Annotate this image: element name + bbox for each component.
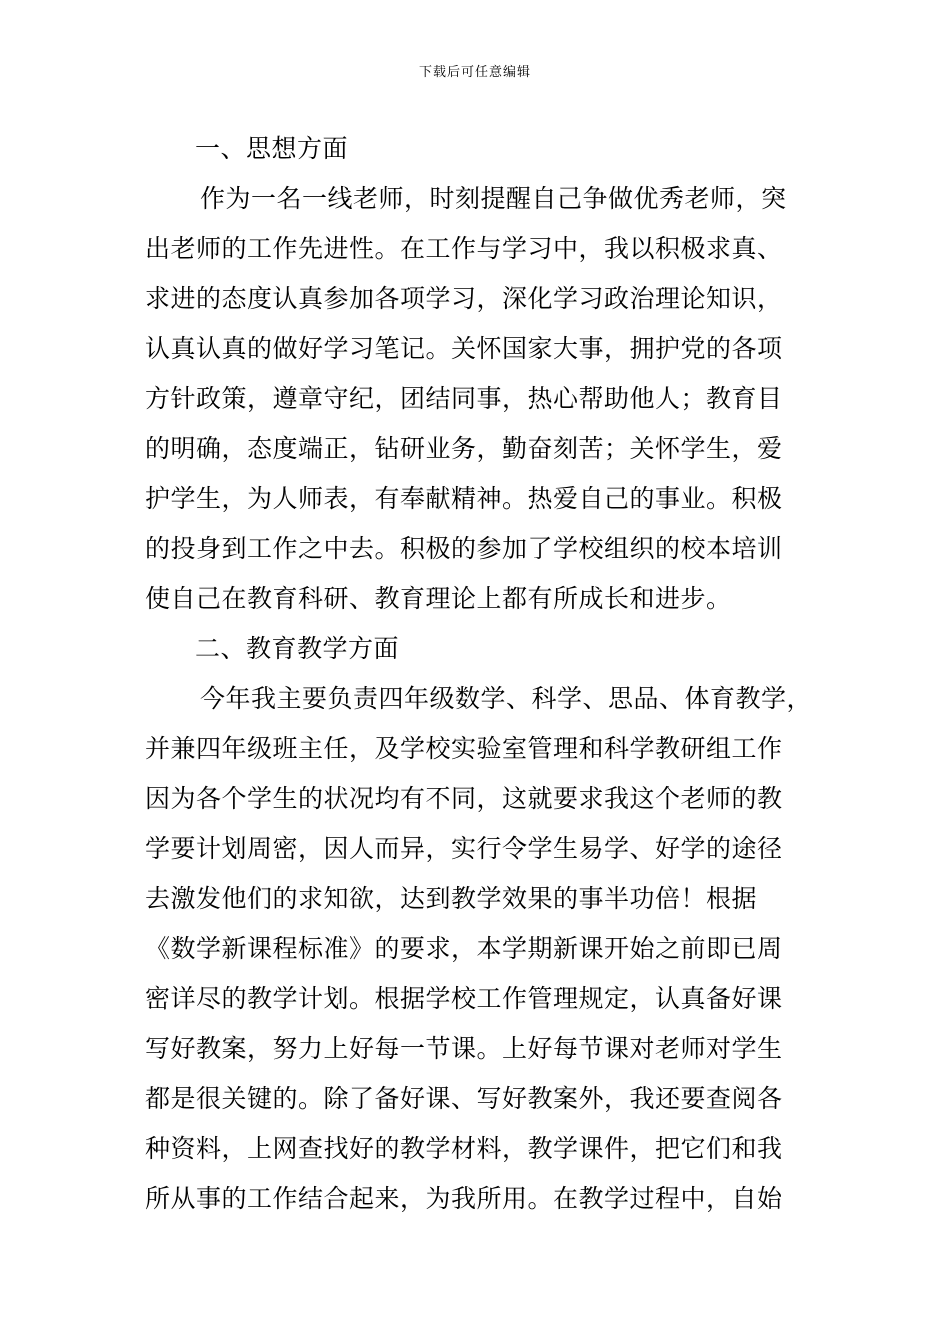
- paragraph-line: 学要计划周密，因人而异，实行令学生易学、好学的途径: [145, 834, 783, 863]
- paragraph-line: 的投身到工作之中去。积极的参加了学校组织的校本培训: [145, 534, 783, 563]
- paragraph-line: 使自己在教育科研、教育理论上都有所成长和进步。: [145, 584, 732, 613]
- paragraph-line: 都是很关键的。除了备好课、写好教案外，我还要查阅各: [145, 1084, 783, 1113]
- section-heading-thought: 一、思想方面: [195, 134, 349, 163]
- paragraph-line: 求进的态度认真参加各项学习，深化学习政治理论知识，: [145, 284, 783, 313]
- paragraph-line: 《数学新课程标准》的要求，本学期新课开始之前即已周: [145, 934, 783, 963]
- paragraph-line: 因为各个学生的状况均有不同，这就要求我这个老师的教: [145, 784, 783, 813]
- paragraph-line: 出老师的工作先进性。在工作与学习中，我以积极求真、: [145, 234, 783, 263]
- paragraph-line: 种资料，上网查找好的教学材料，教学课件，把它们和我: [145, 1134, 783, 1163]
- paragraph-line: 写好教案，努力上好每一节课。上好每节课对老师对学生: [145, 1034, 783, 1063]
- paragraph-line: 认真认真的做好学习笔记。关怀国家大事，拥护党的各项: [145, 334, 783, 363]
- paragraph-line: 去激发他们的求知欲，达到教学效果的事半功倍！根据: [145, 884, 758, 913]
- page-header: 下载后可任意编辑: [418, 65, 531, 80]
- document-body: [145, 124, 835, 1224]
- paragraph-line: 并兼四年级班主任，及学校实验室管理和科学教研组工作: [145, 734, 783, 763]
- paragraph-line: 护学生，为人师表，有奉献精神。热爱自己的事业。积极: [145, 484, 783, 513]
- paragraph-line: 作为一名一线老师，时刻提醒自己争做优秀老师，突: [200, 184, 787, 213]
- paragraph-line: 密详尽的教学计划。根据学校工作管理规定，认真备好课: [145, 984, 783, 1013]
- section-heading-teaching: 二、教育教学方面: [195, 634, 400, 663]
- paragraph-line: 方针政策，遵章守纪，团结同事，热心帮助他人；教育目: [145, 384, 783, 413]
- paragraph-line: 今年我主要负责四年级数学、科学、思品、体育教学，: [200, 684, 813, 713]
- paragraph-line: 所从事的工作结合起来，为我所用。在教学过程中，自始: [145, 1184, 783, 1213]
- paragraph-line: 的明确，态度端正，钻研业务，勤奋刻苦；关怀学生，爱: [145, 434, 783, 463]
